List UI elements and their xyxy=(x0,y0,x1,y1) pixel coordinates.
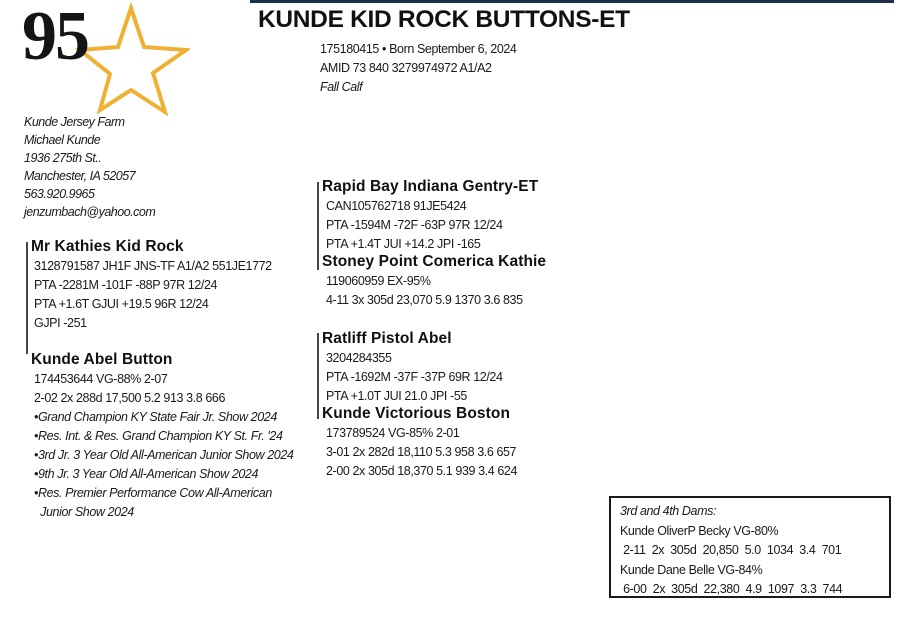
consignor-phone: 563.920.9965 xyxy=(24,187,95,201)
sires-sire-name: Rapid Bay Indiana Gentry-ET xyxy=(322,178,539,195)
dam-info-line: 174453644 VG-88% 2-07 xyxy=(34,372,168,386)
dams-dam-name: Kunde Victorious Boston xyxy=(322,405,511,422)
dam-honor: •Res. Premier Performance Cow All-American xyxy=(34,486,272,500)
sire-name: Mr Kathies Kid Rock xyxy=(31,238,184,255)
dams-sire-info-line: PTA -1692M -37F -37P 69R 12/24 xyxy=(326,370,503,384)
dam-name: Kunde Abel Button xyxy=(31,351,173,368)
third-dam-name: Kunde OliverP Becky xyxy=(620,523,731,538)
top-rule xyxy=(250,0,894,3)
sire-info-line: PTA -2281M -101F -88P 97R 12/24 xyxy=(34,278,218,292)
dam-honor: •Grand Champion KY State Fair Jr. Show 2024 xyxy=(34,410,277,424)
sire-info-line: PTA +1.6T GJUI +19.5 96R 12/24 xyxy=(34,297,209,311)
fourth-dam-name: Kunde Dane Belle xyxy=(620,562,715,577)
sire-block xyxy=(31,237,272,333)
sire-info-line: 3128791587 JH1F JNS-TF A1/A2 551JE1772 xyxy=(34,259,272,273)
dam-record-line: 2-02 2x 288d 17,500 5.2 913 3.8 666 xyxy=(34,391,226,405)
consignor-person: Michael Kunde xyxy=(24,133,101,147)
animal-id-line: 175180415 • Born September 6, 2024 xyxy=(320,42,517,56)
consignor-block xyxy=(24,113,155,221)
dams-dam-record-line: 2-00 2x 305d 18,370 5.1 939 3.4 624 xyxy=(326,464,518,478)
dam-honor: Junior Show 2024 xyxy=(34,505,134,519)
dams-dam-info-line: 173789524 VG-85% 2-01 xyxy=(326,426,460,440)
dams-sire-block xyxy=(322,329,503,406)
sires-dam-info-line: 119060959 EX-95% xyxy=(326,274,431,288)
consignor-city: Manchester, IA 52057 xyxy=(24,169,136,183)
pedigree-bar-left xyxy=(26,242,28,354)
sire-info-line: GJPI -251 xyxy=(34,316,87,330)
fourth-dam-score: VG-84% xyxy=(714,562,763,577)
fourth-dam-record: 6-00 2x 305d 22,380 4.9 1097 3.3 744 xyxy=(620,582,843,596)
third-dam-record: 2-11 2x 305d 20,850 5.0 1034 3.4 701 xyxy=(620,543,842,557)
sires-dam-record-line: 4-11 3x 305d 23,070 5.9 1370 3.6 835 xyxy=(326,293,523,307)
third-dam-line xyxy=(620,522,883,542)
third-fourth-dams-heading: 3rd and 4th Dams: xyxy=(620,504,717,518)
animal-name: KUNDE KID ROCK BUTTONS-ET xyxy=(258,6,630,33)
sires-sire-info-line: PTA -1594M -72F -63P 97R 12/24 xyxy=(326,218,503,232)
pedigree-bar-dam xyxy=(317,333,319,419)
pedigree-bar-sire xyxy=(317,182,319,270)
sires-dam-block xyxy=(322,252,546,310)
sires-sire-info-line: CAN105762718 91JE5424 xyxy=(326,199,467,213)
sires-sire-block xyxy=(322,177,538,254)
consignor-street: 1936 275th St.. xyxy=(24,151,102,165)
dam-honor: •Res. Int. & Res. Grand Champion KY St. Fr. '24 xyxy=(34,429,283,443)
third-dam-score: VG-80% xyxy=(730,523,779,538)
animal-amid-line: AMID 73 840 3279974972 A1/A2 xyxy=(320,61,492,75)
dams-dam-record-line: 3-01 2x 282d 18,110 5.3 958 3.6 657 xyxy=(326,445,517,459)
dams-dam-block xyxy=(322,404,517,481)
consignor-email: jenzumbach@yahoo.com xyxy=(24,205,156,219)
lot-number: 95 xyxy=(22,0,88,75)
dam-honor: •9th Jr. 3 Year Old All-American Show 2024 xyxy=(34,467,259,481)
consignor-farm: Kunde Jersey Farm xyxy=(24,115,125,129)
fourth-dam-line xyxy=(620,561,883,581)
sires-dam-name: Stoney Point Comerica Kathie xyxy=(322,253,547,270)
animal-details xyxy=(320,40,517,97)
dams-sire-name: Ratliff Pistol Abel xyxy=(322,330,452,347)
third-fourth-dams-box xyxy=(609,496,891,598)
dams-sire-info-line: 3204284355 xyxy=(326,351,392,365)
dam-honor: •3rd Jr. 3 Year Old All-American Junior Show 2024 xyxy=(34,448,294,462)
animal-class: Fall Calf xyxy=(320,80,363,94)
dam-block xyxy=(31,350,293,522)
sires-sire-info-line: PTA +1.4T JUI +14.2 JPI -165 xyxy=(326,237,481,251)
dams-sire-info-line: PTA +1.0T JUI 21.0 JPI -55 xyxy=(326,389,467,403)
